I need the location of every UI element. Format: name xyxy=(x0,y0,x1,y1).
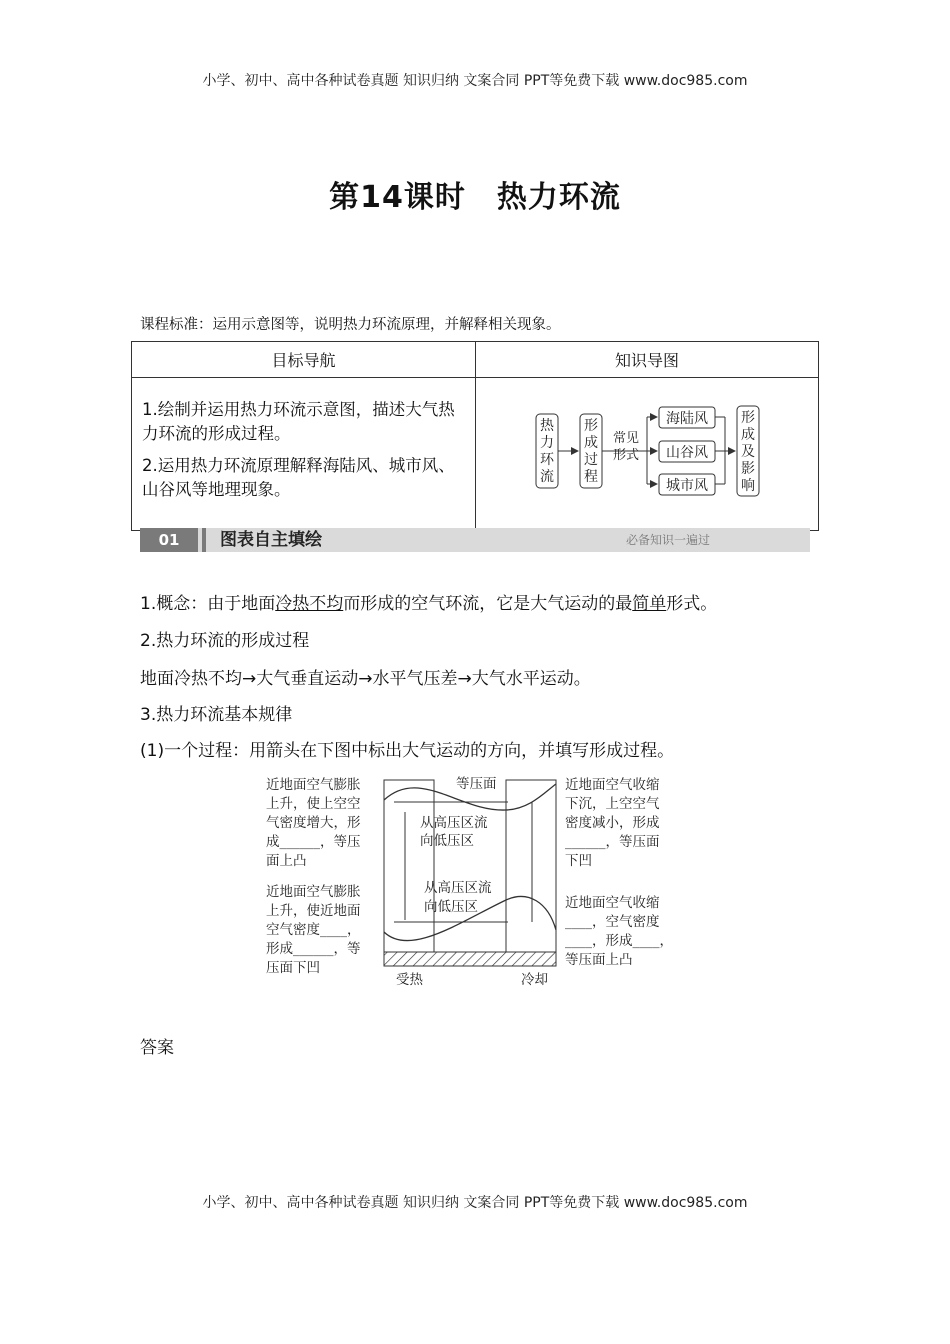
cooled-label: 冷却 xyxy=(521,972,548,988)
map-char: 及 xyxy=(741,444,755,460)
map-label: 形式 xyxy=(612,448,640,463)
map-char: 形 xyxy=(741,410,755,426)
knowledge-map-cell xyxy=(476,378,819,531)
isobar-label: 等压面 xyxy=(456,776,497,792)
flow-label: 向低压区 xyxy=(424,899,478,915)
map-label: 常见 xyxy=(612,431,640,446)
heading-rules: 3.热力环流基本规律 xyxy=(140,705,293,725)
map-char: 影 xyxy=(741,461,755,477)
goal-header: 目标导航 xyxy=(132,342,476,378)
map-wind: 山谷风 xyxy=(666,445,708,461)
cooled-column xyxy=(506,780,556,952)
goal-item: 2.运用热力环流原理解释海陆风、城市风、山谷风等地理现象。 xyxy=(142,456,455,499)
map-wind: 城市风 xyxy=(666,478,708,494)
text: 1.概念：由于地面 xyxy=(140,594,276,614)
map-wind: 海陆风 xyxy=(666,411,708,427)
right-upper-text: 下凹 xyxy=(565,853,592,869)
knowledge-map-header: 知识导图 xyxy=(476,342,819,378)
page-footer: 小学、初中、高中各种试卷真题 知识归纳 文案合同 PPT等免费下载 www.doc985.com xyxy=(202,1195,748,1211)
section-bar xyxy=(140,528,810,552)
left-upper-text: 气密度增大，形 xyxy=(266,815,361,831)
page-title: 第14课时 热力环流 xyxy=(329,180,621,215)
process-paragraph: (1)一个过程：用箭头在下图中标出大气运动的方向，并填写形成过程。 xyxy=(140,741,675,761)
goal-table xyxy=(131,341,819,531)
heated-column xyxy=(384,780,434,952)
page-header: 小学、初中、高中各种试卷真题 知识归纳 文案合同 PPT等免费下载 www.doc985.com xyxy=(202,73,748,89)
map-char: 程 xyxy=(584,469,598,485)
right-lower-text: ____，形成____， xyxy=(565,933,673,949)
map-char: 成 xyxy=(741,427,755,443)
flow-label: 向低压区 xyxy=(420,833,474,849)
ground xyxy=(384,952,556,966)
left-upper-text: 成______，等压 xyxy=(266,834,361,850)
goal-cell xyxy=(132,378,476,531)
right-upper-text: 密度减小，形成 xyxy=(565,815,660,831)
right-lower-text: ____，空气密度 xyxy=(565,914,660,930)
map-char: 热 xyxy=(540,418,554,434)
thermal-circulation-figure xyxy=(260,772,700,994)
map-char: 响 xyxy=(741,478,755,494)
flow-label: 从高压区流 xyxy=(424,880,492,896)
left-lower-text: 空气密度____， xyxy=(266,922,361,938)
left-lower-text: 形成______，等 xyxy=(266,941,361,957)
right-lower-text: 等压面上凸 xyxy=(565,952,633,968)
left-lower-text: 近地面空气膨胀 xyxy=(266,884,361,900)
right-lower-text: 近地面空气收缩 xyxy=(565,895,660,911)
section-title: 图表自主填绘 xyxy=(220,530,322,550)
left-upper-text: 近地面空气膨胀 xyxy=(266,777,361,793)
heading-formation: 2.热力环流的形成过程 xyxy=(140,631,310,651)
map-char: 过 xyxy=(584,452,598,468)
answer-underline: 简单 xyxy=(632,594,667,614)
map-char: 力 xyxy=(540,435,554,451)
section-divider xyxy=(202,528,206,552)
answer-label: 答案 xyxy=(140,1038,174,1058)
section-number: 01 xyxy=(140,528,198,552)
course-standard: 课程标准：运用示意图等，说明热力环流原理，并解释相关现象。 xyxy=(140,317,561,333)
left-upper-text: 上升，使上空空 xyxy=(266,796,361,812)
text: 形式。 xyxy=(666,594,718,614)
concept-paragraph xyxy=(140,589,717,614)
formation-paragraph: 地面冷热不均→大气垂直运动→水平气压差→大气水平运动。 xyxy=(140,669,591,689)
knowledge-map xyxy=(477,379,817,529)
right-upper-text: ______，等压面 xyxy=(565,834,660,850)
heated-label: 受热 xyxy=(396,972,423,988)
right-upper-text: 近地面空气收缩 xyxy=(565,777,660,793)
map-char: 形 xyxy=(584,418,598,434)
map-char: 流 xyxy=(540,469,554,485)
left-lower-text: 压面下凹 xyxy=(266,960,320,976)
goal-item: 1.绘制并运用热力环流示意图，描述大气热力环流的形成过程。 xyxy=(142,400,455,443)
flow-label: 从高压区流 xyxy=(420,815,488,831)
right-upper-text: 下沉，上空空气 xyxy=(565,796,660,812)
left-lower-text: 上升，使近地面 xyxy=(266,903,361,919)
map-char: 环 xyxy=(540,452,554,468)
section-subtitle: 必备知识一遍过 xyxy=(625,533,710,547)
text: 而形成的空气环流，它是大气运动的最 xyxy=(343,594,633,614)
map-char: 成 xyxy=(584,435,598,451)
left-upper-text: 面上凸 xyxy=(266,853,307,869)
answer-underline: 冷热不均 xyxy=(275,594,344,614)
